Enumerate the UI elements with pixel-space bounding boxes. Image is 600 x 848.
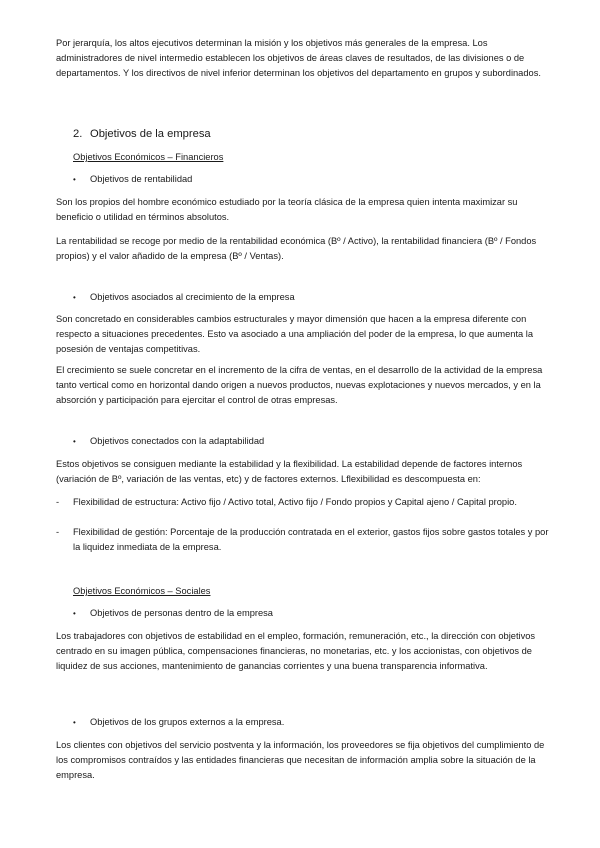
bullet-adaptabilidad: • Objetivos conectados con la adaptabilidad — [73, 436, 265, 446]
flex-item-gestion: - Flexibilidad de gestión: Porcentaje de la producción contratada en el exterior, gastos fijos sobre gastos totales y por la liquidez inmediata de la empresa. — [56, 527, 549, 552]
crecimiento-paragraph-2: El crecimiento se suele concretar en el incremento de la cifra de ventas, en el desarrollo de la actividad de la empresa tanto vertical como en horizontal dando origen a nuevos productos, nuevas explotaciones y nuevos mercados, y en la absorción y participación para ejercitar el control de otras empresas. — [56, 365, 543, 405]
bullet-personas: • Objetivos de personas dentro de la empresa — [73, 608, 273, 618]
crecimiento-paragraph-1: Son concretado en considerables cambios estructurales y mayor dimensión que hacen a la empresa diferente con respecto a situaciones precedentes. Esto va asociado a una ampliación del poder de la empresa, lo que aumenta la posesión de ventajas competitivas. — [56, 314, 534, 354]
subheading-sociales: Objetivos Económicos – Sociales — [73, 586, 211, 596]
externos-paragraph: Los clientes con objetivos del servicio postventa y la información, los proveedores se fija objetivos del cumplimiento de los compromisos contraídos y las entidades financieras que necesitan de información amplia sobre la situación de la empresa. — [56, 740, 545, 780]
intro-paragraph: Por jerarquía, los altos ejecutivos determinan la misión y los objetivos más generales de la empresa. Los administradores de nivel intermedio establecen los objetivos de áreas claves de resultados, de las divisiones o de departamentos. Y los directivos de nivel inferior determinan los objetivos del departamento en grupos y subordinados. — [56, 38, 541, 78]
bullet-externos: • Objetivos de los grupos externos a la empresa. — [73, 717, 285, 727]
bullet-icon: • — [73, 293, 76, 302]
bullet-icon: • — [73, 718, 76, 727]
section-title: Objetivos de la empresa — [90, 128, 211, 140]
rentabilidad-paragraph-1: Son los propios del hombre económico estudiado por la teoría clásica de la empresa quien intenta maximizar su beneficio o utilidad en términos absolutos. — [56, 197, 518, 222]
subheading-financieros: Objetivos Económicos – Financieros — [73, 152, 224, 162]
bullet-icon: • — [73, 437, 76, 446]
section-heading — [73, 127, 211, 141]
bullet-icon: • — [73, 175, 76, 184]
rentabilidad-paragraph-2: La rentabilidad se recoge por medio de la rentabilidad económica (Bº / Activo), la rentabilidad financiera (Bº / Fondos propios) y el valor añadido de la empresa (Bº / Ventas). — [56, 236, 537, 261]
adaptabilidad-paragraph: Estos objetivos se consiguen mediante la estabilidad y la flexibilidad. La estabilidad depende de factores internos (variación de Bº, variación de las ventas, etc) y de factores externos. Lflexibilidad es descompuesta en: — [56, 459, 523, 484]
bullet-crecimiento: • Objetivos asociados al crecimiento de la empresa — [73, 292, 295, 302]
section-number: 2. — [73, 128, 83, 140]
bullet-icon: • — [73, 609, 76, 618]
flex-item-estructura: - Flexibilidad de estructura: Activo fijo / Activo total, Activo fijo / Fondo propios y Capital ajeno / Capital propio. — [56, 497, 517, 507]
bullet-rentabilidad: • Objetivos de rentabilidad — [73, 174, 193, 184]
personas-paragraph: Los trabajadores con objetivos de estabilidad en el empleo, formación, remuneración, etc., la dirección con objetivos centrado en su imagen pública, compensaciones financieras, no monetarias, etc. y los accionistas, con objetivos de liquidez de sus acciones, mantenimiento de ganancias corrientes y una buena transparencia informativa. — [56, 631, 536, 671]
